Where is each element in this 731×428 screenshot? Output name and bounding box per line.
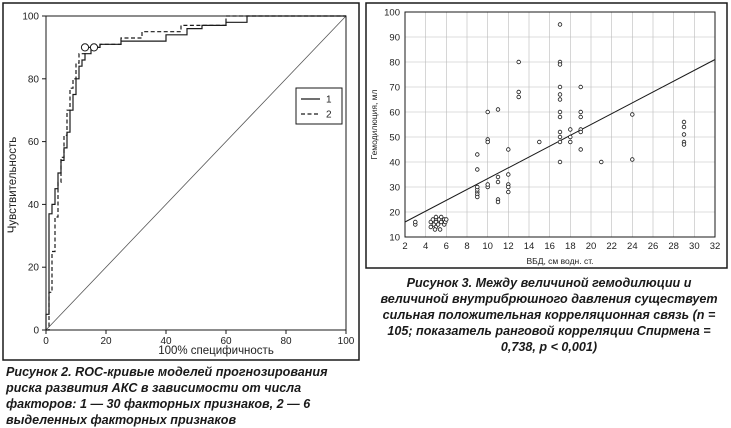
scatter-point — [682, 125, 686, 129]
legend-box — [296, 88, 342, 124]
figure-frame — [3, 3, 359, 360]
scatter-point — [538, 140, 542, 144]
scatter-point — [445, 218, 449, 222]
roc-marker — [90, 44, 97, 51]
scatter-point — [579, 115, 583, 119]
scatter-point — [569, 128, 573, 132]
scatter-point — [476, 168, 480, 172]
y-tick-label: 70 — [389, 82, 400, 94]
y-tick-label: 90 — [389, 32, 400, 44]
x-tick-label: 0 — [43, 336, 49, 347]
x-tick-label: 20 — [100, 336, 112, 347]
scatter-point — [682, 120, 686, 124]
x-tick-label: 12 — [503, 241, 514, 252]
scatter-point — [476, 185, 480, 189]
y-tick-label: 0 — [33, 325, 39, 337]
scatter-point — [569, 140, 573, 144]
legend-label: 1 — [326, 94, 332, 106]
scatter-point — [507, 185, 511, 189]
y-tick-label: 80 — [27, 74, 39, 86]
scatter-point — [507, 173, 511, 177]
scatter-point — [558, 23, 562, 27]
y-tick-label: 30 — [389, 182, 400, 194]
scatter-point — [517, 60, 521, 64]
scatter-caption: Рисунок 3. Между величиной гемодилюции и величиной внутрибрюшного давления существует сильная положительная корреляционная связь (n = 105; показатель ранговой корреляции Спирмена = 0,738, p < 0,001) — [380, 276, 718, 354]
scatter-chart — [363, 0, 731, 272]
y-tick-label: 60 — [389, 107, 400, 119]
figure-roc — [0, 0, 363, 425]
scatter-point — [414, 220, 418, 224]
scatter-point — [558, 85, 562, 89]
scatter-point — [436, 223, 440, 227]
y-tick-label: 100 — [384, 7, 400, 19]
y-tick-label: 50 — [389, 132, 400, 144]
x-tick-label: 26 — [647, 241, 659, 252]
x-tick-label: 2 — [402, 241, 408, 252]
scatter-point — [579, 110, 583, 114]
scatter-point — [558, 160, 562, 164]
figure-scatter — [363, 0, 731, 425]
scatter-point — [507, 148, 511, 152]
x-tick-label: 80 — [280, 336, 292, 347]
scatter-point — [431, 218, 435, 222]
x-tick-label: 24 — [627, 241, 638, 252]
x-axis-title: ВБД, см водн. ст. — [526, 256, 594, 266]
scatter-point — [438, 228, 442, 232]
y-tick-label: 20 — [27, 262, 39, 274]
scatter-point — [496, 200, 500, 204]
scatter-point — [579, 130, 583, 134]
y-tick-label: 100 — [22, 11, 39, 23]
x-tick-label: 10 — [482, 241, 493, 252]
scatter-point — [439, 215, 443, 219]
x-axis-title: 100% специфичность — [158, 345, 274, 357]
y-tick-label: 80 — [389, 57, 400, 69]
y-tick-label: 40 — [389, 157, 400, 169]
scatter-point — [558, 140, 562, 144]
scatter-point — [517, 95, 521, 99]
scatter-point — [631, 113, 635, 117]
scatter-point — [631, 158, 635, 162]
scatter-point — [517, 90, 521, 94]
scatter-point — [579, 85, 583, 89]
scatter-point — [558, 63, 562, 67]
scatter-point — [486, 183, 490, 187]
scatter-point — [569, 135, 573, 139]
roc-marker — [81, 44, 88, 51]
x-tick-label: 6 — [443, 241, 449, 252]
x-tick-label: 20 — [585, 241, 597, 252]
scatter-point — [434, 215, 438, 219]
scatter-point — [496, 175, 500, 179]
figure-frame — [366, 3, 727, 268]
scatter-point — [429, 225, 433, 229]
scatter-point — [558, 110, 562, 114]
x-tick-label: 30 — [689, 241, 700, 252]
x-tick-label: 60 — [220, 336, 232, 347]
x-tick-label: 4 — [423, 241, 429, 252]
scatter-point — [439, 220, 443, 224]
x-tick-label: 32 — [709, 241, 721, 252]
y-tick-label: 20 — [389, 207, 400, 219]
x-tick-label: 8 — [464, 241, 470, 252]
scatter-point — [486, 110, 490, 114]
scatter-point — [486, 140, 490, 144]
scatter-point — [496, 180, 500, 184]
roc-caption: Рисунок 2. ROC-кривые моделей прогнозирования риска развития АКС в зависимости от числа факторов: 1 — 30 факторных признаков, 2 — 6 выделенных факторных признаков — [6, 365, 328, 427]
scatter-point — [433, 228, 437, 232]
scatter-point — [496, 108, 500, 112]
scatter-point — [476, 153, 480, 157]
x-tick-label: 100 — [337, 336, 355, 347]
scatter-point — [558, 135, 562, 139]
plot-area — [405, 12, 715, 237]
scatter-point — [682, 143, 686, 147]
y-axis-title: Гемодилюция, мл — [369, 89, 379, 160]
x-tick-label: 40 — [160, 336, 172, 347]
scatter-point — [558, 98, 562, 102]
y-tick-label: 40 — [27, 199, 39, 211]
scatter-point — [507, 190, 511, 194]
x-tick-label: 16 — [544, 241, 555, 252]
roc-chart — [0, 0, 363, 362]
y-tick-label: 10 — [389, 232, 400, 244]
x-tick-label: 28 — [668, 241, 679, 252]
legend-label: 2 — [326, 109, 332, 121]
scatter-point — [558, 130, 562, 134]
scatter-point — [600, 160, 604, 164]
y-tick-label: 60 — [27, 137, 39, 149]
scatter-point — [682, 133, 686, 137]
x-tick-label: 14 — [523, 241, 535, 252]
y-axis-title: Чувствительность — [7, 136, 19, 234]
scatter-point — [476, 195, 480, 199]
x-tick-label: 22 — [606, 241, 617, 252]
scatter-point — [558, 115, 562, 119]
reference-diagonal — [46, 16, 346, 330]
x-tick-label: 18 — [565, 241, 576, 252]
scatter-point — [558, 93, 562, 97]
scatter-point — [579, 148, 583, 152]
